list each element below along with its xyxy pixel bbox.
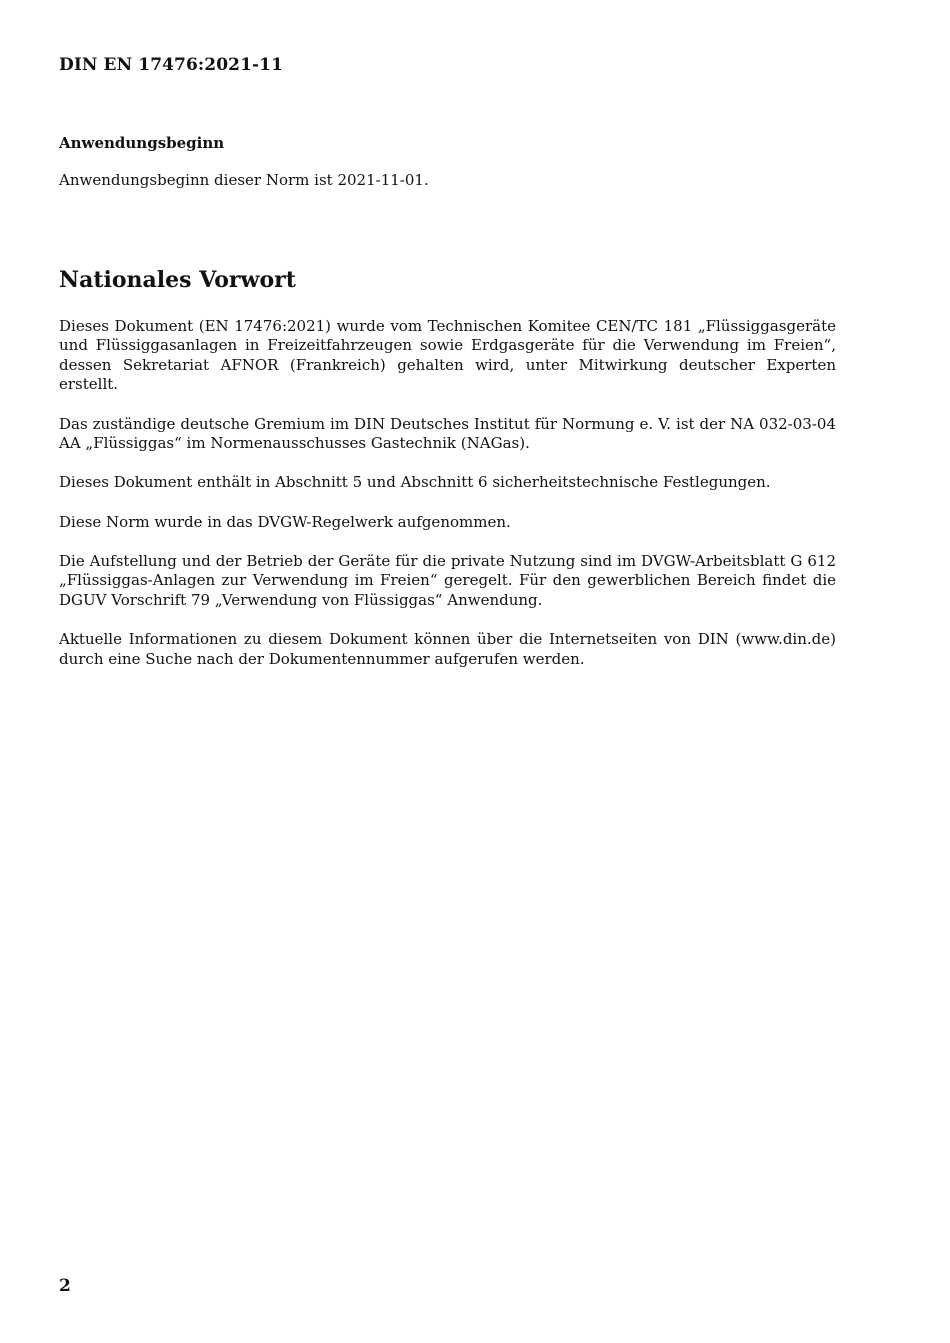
document-id-header: DIN EN 17476:2021-11 xyxy=(59,55,284,75)
foreword-paragraph: Die Aufstellung und der Betrieb der Geräte für die private Nutzung sind im DVGW-Arbeitsblatt G 612 „Flüssiggas-Anlagen zur Verwendung im Freien“ geregelt. Für den gewerblichen Bereich findet die DGUV Vorschrift 79 „Verwendung von Flüssiggas“ Anwendung. xyxy=(59,551,836,609)
national-foreword-section xyxy=(59,265,836,670)
section-title: Nationales Vorwort xyxy=(59,266,296,293)
page-content xyxy=(59,133,836,669)
application-heading: Anwendungsbeginn xyxy=(59,134,225,152)
foreword-paragraph: Aktuelle Informationen zu diesem Dokument können über die Internetseiten von DIN (www.din.de) durch eine Suche nach der Dokumentennummer aufgerufen werden. xyxy=(59,630,836,668)
page-number: 2 xyxy=(59,1276,71,1296)
foreword-paragraph: Diese Norm wurde in das DVGW-Regelwerk aufgenommen. xyxy=(59,512,511,531)
foreword-paragraph: Das zuständige deutsche Gremium im DIN Deutsches Institut für Normung e. V. ist der NA 032-03-04 AA „Flüssiggas“ im Normenausschusses Gastechnik (NAGas). xyxy=(59,414,836,453)
foreword-paragraph: Dieses Dokument enthält in Abschnitt 5 und Abschnitt 6 sicherheitstechnische Festlegungen. xyxy=(59,473,771,492)
application-text: Anwendungsbeginn dieser Norm ist 2021-11-01. xyxy=(59,171,429,189)
foreword-paragraph: Dieses Dokument (EN 17476:2021) wurde vom Technischen Komitee CEN/TC 181 „Flüssiggasgeräte und Flüssiggasanlagen in Freizeitfahrzeugen sowie Erdgasgeräte für die Verwendung im Freien“, dessen Sekretariat AFNOR (Frankreich) gehalten wird, unter Mitwirkung deutscher Experten erstellt. xyxy=(59,316,836,394)
application-section xyxy=(59,133,836,191)
foreword-body xyxy=(59,317,836,670)
